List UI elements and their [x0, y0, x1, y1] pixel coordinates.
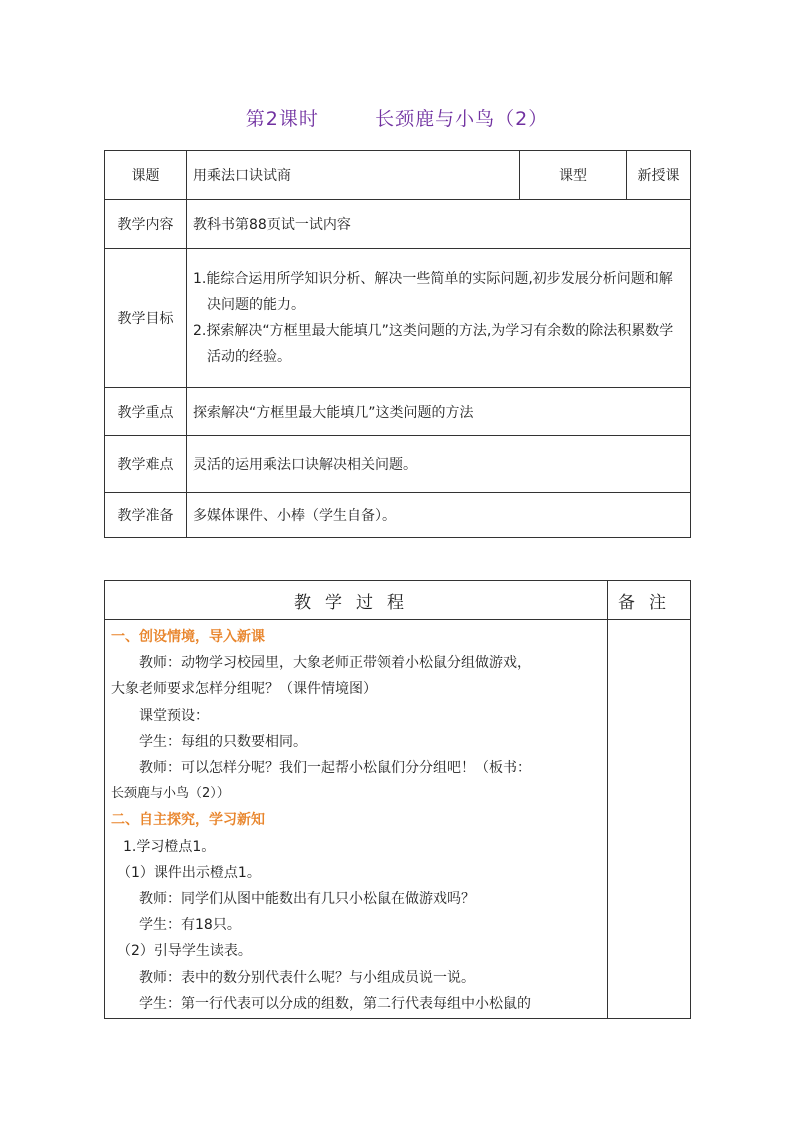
paragraph: 学生：每组的只数要相同。 — [139, 733, 307, 750]
note-header: 备注 — [608, 581, 691, 620]
topic-label: 课题 — [105, 151, 187, 200]
paragraph: 课堂预设： — [139, 707, 209, 724]
numbered-step: 1.学习橙点1。 — [123, 838, 216, 855]
key-point-value: 探索解决“方框里最大能填几”这类问题的方法 — [187, 388, 691, 436]
goal-label: 教学目标 — [105, 249, 187, 388]
section-heading: 一、创设情境，导入新课 — [111, 629, 265, 645]
difficulty-label: 教学难点 — [105, 436, 187, 493]
prep-value: 多媒体课件、小棒（学生自备）。 — [187, 493, 691, 538]
paragraph: 教师：表中的数分别代表什么呢？与小组成员说一说。 — [139, 969, 475, 986]
paragraph: 教师：同学们从图中能数出有几只小松鼠在做游戏吗？ — [139, 891, 475, 908]
difficulty-value: 灵活的运用乘法口诀解决相关问题。 — [187, 436, 691, 493]
goal-item: 1.能综合运用所学知识分析、解决一些简单的实际问题,初步发展分析问题和解决问题的能力。 — [193, 271, 673, 313]
paragraph: 教师：可以怎样分呢？我们一起帮小松鼠们分分组吧！（板书： — [139, 760, 531, 777]
paragraph: 大象老师要求怎样分组呢？（课件情境图） — [111, 681, 377, 698]
lesson-info-table — [104, 150, 691, 538]
type-value: 新授课 — [627, 151, 691, 200]
lesson-topic: 长颈鹿与小鸟（2） — [375, 108, 549, 130]
sub-step: （2）引导学生读表。 — [117, 943, 252, 960]
paragraph: 长颈鹿与小鸟（2）） — [111, 786, 230, 802]
goal-list — [187, 249, 691, 388]
paragraph: 学生：有18只。 — [139, 917, 241, 934]
teaching-process-table — [104, 580, 691, 1019]
content-value: 教科书第88页试一试内容 — [187, 200, 691, 249]
paragraph: 学生：第一行代表可以分成的组数，第二行代表每组中小松鼠的 — [139, 995, 531, 1012]
section-heading: 二、自主探究，学习新知 — [111, 812, 265, 829]
type-label: 课型 — [520, 151, 627, 200]
page-title — [0, 104, 794, 131]
note-cell — [608, 620, 691, 1019]
sub-step: （1）课件出示橙点1。 — [117, 864, 261, 881]
key-point-label: 教学重点 — [105, 388, 187, 436]
prep-label: 教学准备 — [105, 493, 187, 538]
goal-item: 2.探索解决“方框里最大能填几”这类问题的方法,为学习有余数的除法积累数学活动的经验。 — [193, 323, 674, 365]
content-label: 教学内容 — [105, 200, 187, 249]
paragraph: 教师：动物学习校园里，大象老师正带领着小松鼠分组做游戏， — [139, 655, 531, 672]
process-content-cell — [105, 620, 608, 1019]
process-header: 教学过程 — [105, 581, 608, 620]
topic-value: 用乘法口诀试商 — [187, 151, 520, 200]
lesson-number: 第2课时 — [245, 108, 319, 130]
